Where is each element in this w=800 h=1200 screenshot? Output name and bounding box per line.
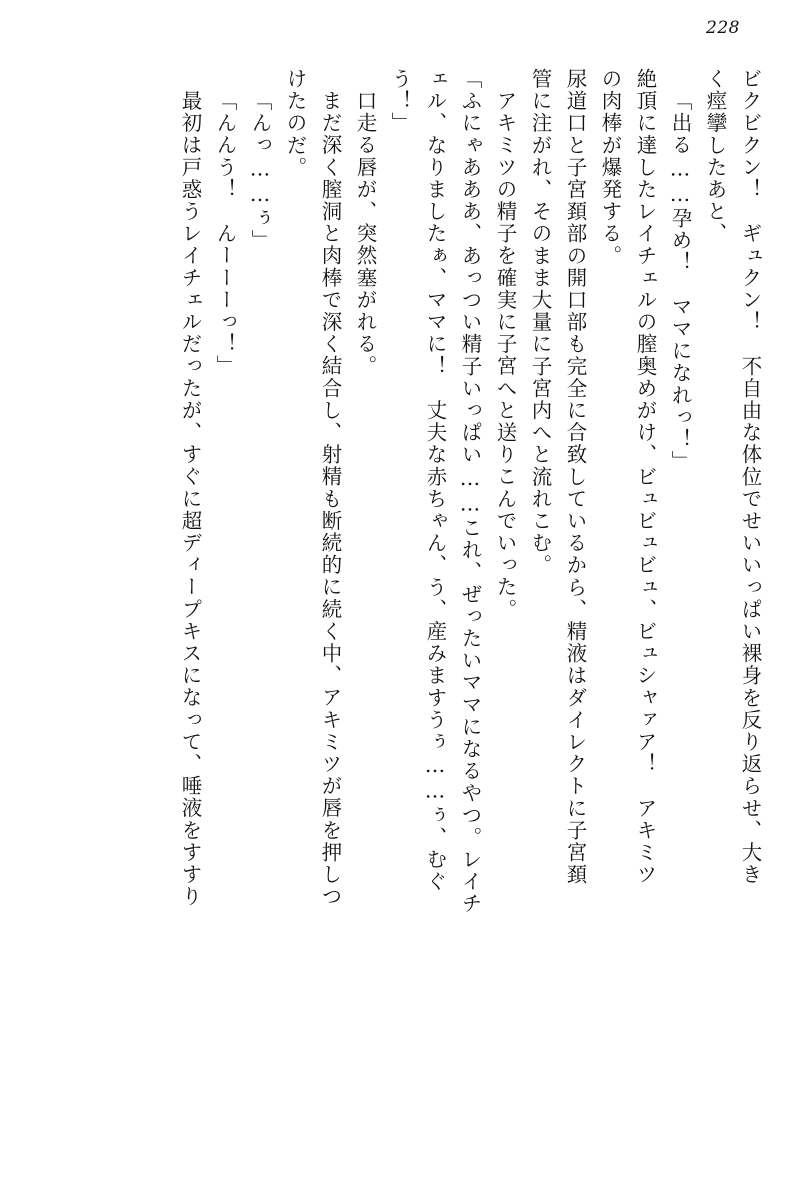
text-line: まだ深く膣洞と肉棒で深く結合し、射精も断続的に続く中、アキミツが唇を押しつ (318, 90, 342, 908)
page-number: 228 (706, 18, 740, 38)
text-line: う！」 (388, 68, 412, 135)
text-line: 「んっ……ぅ」 (248, 90, 272, 252)
text-line: 「ふにゃあああ、あっつい精子いっぱい……これ、ぜったいママになるやつ。レイチ (458, 68, 482, 915)
text-line: ビクビクン！ ギュクン！ 不自由な体位でせいいっぱい裸身を反り返らせ、大き (738, 68, 762, 886)
text-line: 管に注がれ、そのまま大量に子宮内へと流れこむ。 (528, 68, 552, 577)
text-line: 尿道口と子宮頚部の開口部も完全に合致しているから、精液はダイレクトに子宮頚 (563, 68, 587, 886)
text-line: けたのだ。 (283, 68, 307, 179)
text-line: 絶頂に達したレイチェルの膣奥めがけ、ビュビュビュ、ビュシャァア！ アキミツ (633, 68, 657, 886)
text-line: ェル、なりましたぁ、ママに！ 丈夫な赤ちゃん、う、産みますうぅ……ぅ、むぐ (423, 68, 447, 893)
text-line: の肉棒が爆発する。 (598, 68, 622, 267)
text-line: く痙攣したあと、 (703, 68, 727, 245)
text-line: 「出る……孕め！ ママになれっ！」 (668, 90, 692, 473)
text-line: 「んんう！ んーーーっ！」 (213, 90, 237, 378)
vertical-text-body (40, 68, 760, 1160)
text-line: 最初は戸惑うレイチェルだったが、すぐに超ディープキスになって、唾液をすすり (178, 90, 202, 908)
text-line: 口走る唇が、突然塞がれる。 (353, 90, 377, 378)
text-line: アキミツの精子を確実に子宮へと送りこんでいった。 (493, 90, 517, 621)
